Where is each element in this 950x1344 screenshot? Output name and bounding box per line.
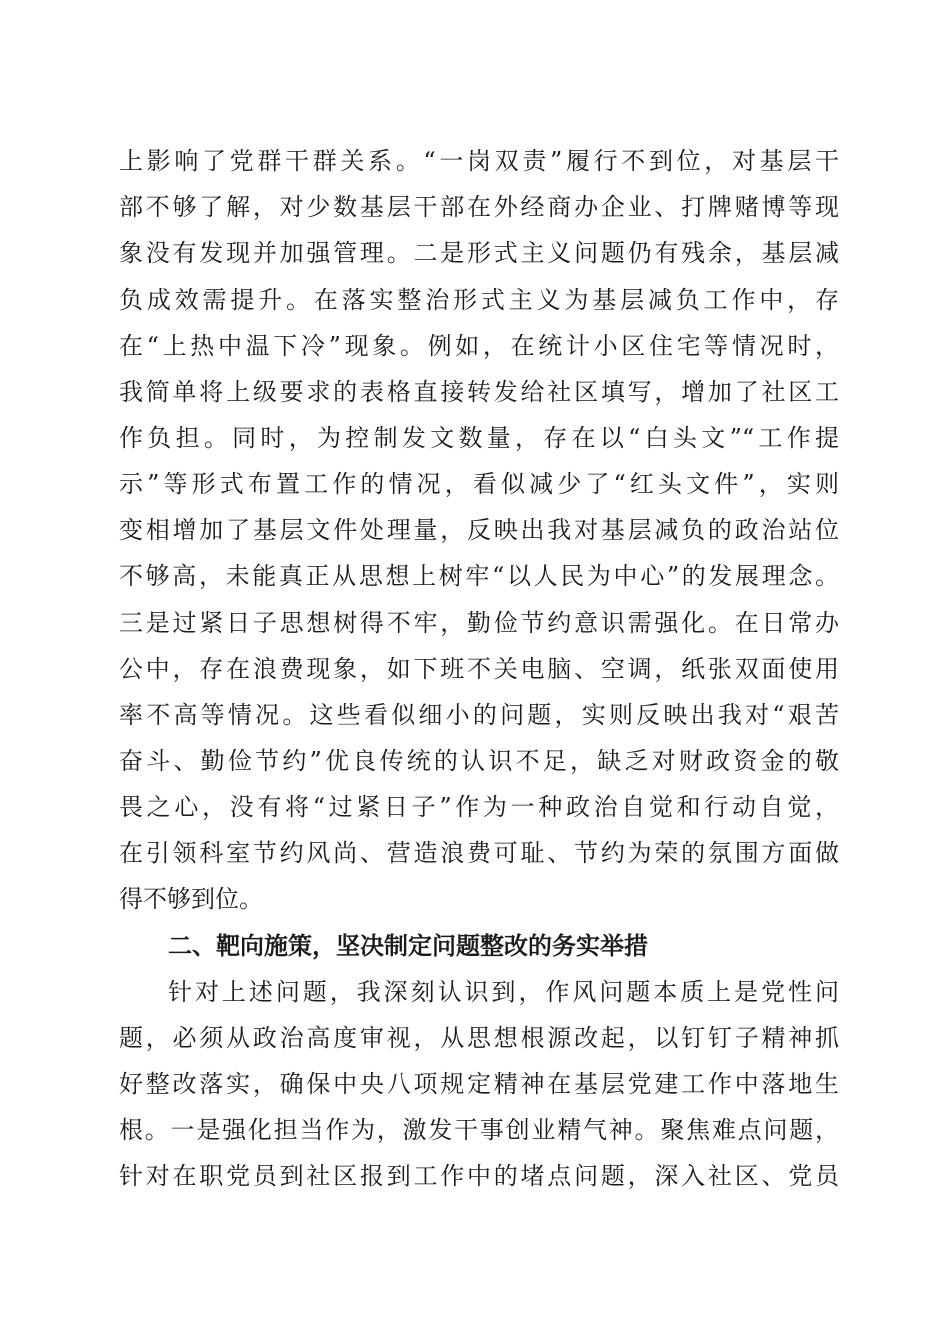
body-line: 好整改落实，确保中央八项规定精神在基层党建工作中落地生 <box>119 1070 839 1098</box>
body-line: 公中，存在浪费现象，如下班不关电脑、空调，纸张双面使用 <box>119 655 839 683</box>
body-line: 不够高，未能真正从思想上树牢“以人民为中心”的发展理念。 <box>119 562 839 590</box>
body-line: 负成效需提升。在落实整治形式主义为基层减负工作中，存 <box>119 286 839 314</box>
body-line: 针对在职党员到社区报到工作中的堵点问题，深入社区、党员 <box>119 1162 839 1190</box>
body-line: 作负担。同时，为控制发文数量，存在以“白头文”“工作提 <box>119 424 839 452</box>
body-line: 率不高等情况。这些看似细小的问题，实则反映出我对“艰苦 <box>119 701 839 729</box>
body-line: 我简单将上级要求的表格直接转发给社区填写，增加了社区工 <box>119 378 839 406</box>
body-line: 根。一是强化担当作为，激发干事创业精气神。聚焦难点问题， <box>119 1116 839 1144</box>
body-line: 得不够到位。 <box>119 885 263 913</box>
body-line: 在引领科室节约风尚、营造浪费可耻、节约为荣的氛围方面做 <box>119 839 839 867</box>
body-line: 上影响了党群干群关系。“一岗双责”履行不到位，对基层干 <box>119 147 839 175</box>
body-line: 象没有发现并加强管理。二是形式主义问题仍有残余，基层减 <box>119 239 839 267</box>
body-line: 示”等形式布置工作的情况，看似减少了“红头文件”，实则 <box>119 470 839 498</box>
section-heading: 二、靶向施策，坚决制定问题整改的务实举措 <box>168 932 648 960</box>
body-line: 在“上热中温下冷”现象。例如，在统计小区住宅等情况时， <box>119 332 839 360</box>
body-line: 奋斗、勤俭节约”优良传统的认识不足，缺乏对财政资金的敬 <box>119 747 839 775</box>
body-line: 部不够了解，对少数基层干部在外经商办企业、打牌赌博等现 <box>119 193 839 221</box>
body-line: 三是过紧日子思想树得不牢，勤俭节约意识需强化。在日常办 <box>119 609 839 637</box>
body-line: 针对上述问题，我深刻认识到，作风问题本质上是党性问 <box>168 978 839 1006</box>
body-line: 题，必须从政治高度审视，从思想根源改起，以钉钉子精神抓 <box>119 1024 839 1052</box>
body-line: 畏之心，没有将“过紧日子”作为一种政治自觉和行动自觉， <box>119 793 839 821</box>
body-line: 变相增加了基层文件处理量，反映出我对基层减负的政治站位 <box>119 516 839 544</box>
